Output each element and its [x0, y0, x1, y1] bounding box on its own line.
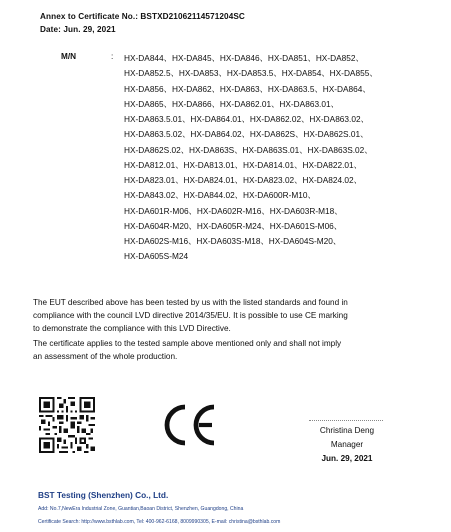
statement-line: The certificate applies to the tested sample above mentioned only and shall not imply — [33, 339, 342, 348]
model-line: HX-DA862S.02、HX-DA863S、HX-DA863S.01、HX-DA863S.02、 — [124, 144, 373, 155]
model-number-colon: : — [111, 52, 114, 61]
model-number-label: M/N — [61, 52, 77, 61]
model-line: HX-DA601R-M06、HX-DA602R-M16、HX-DA603R-M18、 — [124, 205, 343, 216]
document-date: Date: Jun. 29, 2021 — [40, 25, 116, 34]
certificate-search-contact: Certificate Search: http://www.bsthlab.com, Tel: 400-962-6168, 8009990305, E-mail: christina@bsthlab.com — [38, 519, 281, 525]
model-line: HX-DA865、HX-DA866、HX-DA862.01、HX-DA863.01、 — [124, 98, 339, 109]
company-name: BST Testing (Shenzhen) Co., Ltd. — [38, 490, 169, 500]
statement-line: an assessment of the whole production. — [33, 352, 178, 361]
model-line: HX-DA604R-M20、HX-DA605R-M24、HX-DA601S-M06、 — [124, 220, 343, 231]
model-line: HX-DA856、HX-DA862、HX-DA863、HX-DA863.5、HX-DA864、 — [124, 83, 371, 94]
signatory-title: Manager — [330, 440, 364, 449]
statement-line: to demonstrate the compliance with this LVD Directive. — [33, 324, 231, 333]
statement-line: The EUT described above has been tested by us with the listed standards and found in — [33, 298, 348, 307]
compliance-statement — [33, 296, 438, 335]
signature-date: Jun. 29, 2021 — [321, 454, 373, 463]
qr-code-icon — [39, 397, 95, 453]
model-number-list — [124, 51, 429, 265]
model-line: HX-DA812.01、HX-DA813.01、HX-DA814.01、HX-DA822.01、 — [124, 159, 362, 170]
statement-line: compliance with the council LVD directive 2014/35/EU. It is possible to use CE marking — [33, 311, 348, 320]
model-line: HX-DA823.01、HX-DA824.01、HX-DA823.02、HX-DA824.02、 — [124, 175, 362, 185]
scope-statement — [33, 337, 438, 363]
model-line: HX-DA863.5.01、HX-DA864.01、HX-DA862.02、HX-DA863.02、 — [124, 114, 369, 124]
model-line: HX-DA863.5.02、HX-DA864.02、HX-DA862S、HX-DA862S.01、 — [124, 129, 369, 140]
signature-line — [309, 420, 383, 421]
company-address: Add: No.7,NewEra Industrial Zone, Guantian,Baoan District, Shenzhen, Guangdong, China — [38, 506, 244, 512]
model-line: HX-DA843.02、HX-DA844.02、HX-DA600R-M10、 — [124, 190, 316, 201]
model-line: HX-DA605S-M24 — [124, 251, 189, 262]
model-line: HX-DA602S-M16、HX-DA603S-M18、HX-DA604S-M20、 — [124, 236, 342, 246]
ce-mark-icon — [163, 402, 221, 448]
model-line: HX-DA844、HX-DA845、HX-DA846、HX-DA851、HX-DA852、 — [124, 53, 364, 63]
annex-certificate-number: Annex to Certificate No.: BSTXD21062114571204SC — [40, 12, 245, 21]
model-line: HX-DA852.5、HX-DA853、HX-DA853.5、HX-DA854、HX-DA855、 — [124, 68, 378, 79]
signatory-name: Christina Deng — [319, 426, 375, 435]
